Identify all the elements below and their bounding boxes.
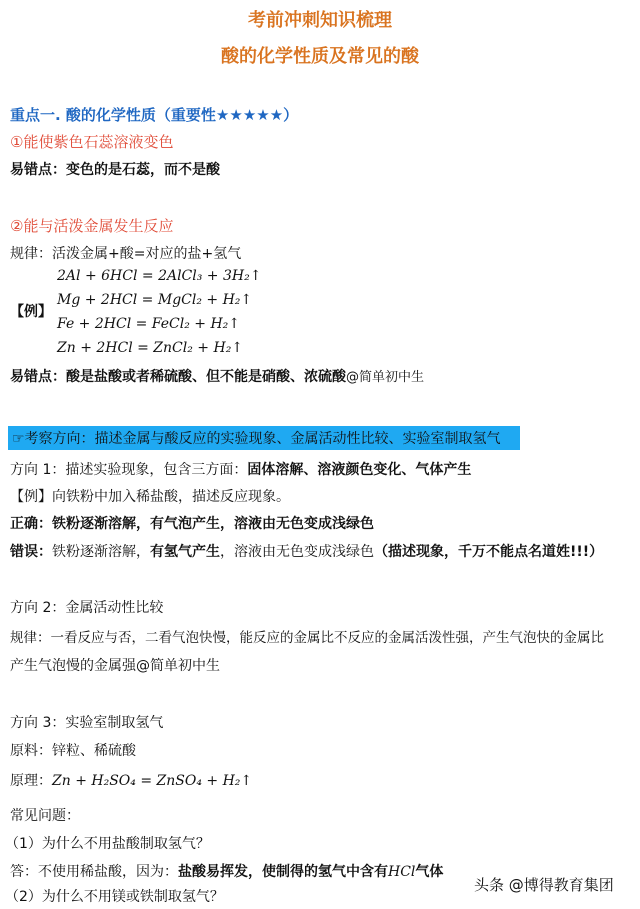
direction-2-rule-line2: 产生气泡慢的金属强@简单初中生 [10, 658, 220, 674]
point-heading-litmus: ①能使紫色石蕊溶液变色 [10, 133, 174, 151]
equation-zn: Zn + 2HCl = ZnCl₂ + H₂↑ [57, 340, 244, 356]
correct-answer [10, 514, 374, 534]
equation-fe: Fe + 2HCl = FeCl₂ + H₂↑ [57, 316, 241, 332]
wrong-text-1: 铁粉逐渐溶解， [52, 544, 150, 560]
answer-1-bold: 盐酸易挥发，使制得的氢气中含有 [178, 864, 388, 880]
error-note-acid [10, 367, 424, 388]
answer-1 [10, 862, 443, 882]
point-heading-metal: ②能与活泼金属发生反应 [10, 217, 174, 235]
equation-mg: Mg + 2HCl = MgCl₂ + H₂↑ [57, 292, 253, 308]
direction-3-principle [10, 771, 252, 791]
direction-3-materials: 原料：锌粒、稀硫酸 [10, 743, 136, 759]
answer-1-label: 答：不使用稀盐酸，因为： [10, 864, 178, 880]
direction-1-example: 【例】向铁粉中加入稀盐酸，描述反应现象。 [10, 489, 290, 505]
error-tail: @简单初中生 [346, 370, 425, 385]
wrong-bold: 有氢气产生 [150, 544, 220, 560]
correct-label: 正确： [10, 516, 52, 532]
wrong-note: （描述现象，千万不能点名道姓!!!） [374, 544, 604, 560]
answer-1-formula: HCl [388, 864, 416, 880]
correct-text: 铁粉逐渐溶解，有气泡产生，溶液由无色变成浅绿色 [52, 516, 374, 532]
doc-title: 考前冲刺知识梳理 [248, 10, 392, 31]
principle-equation: Zn + H₂SO₄ = ZnSO₄ + H₂↑ [52, 773, 253, 789]
direction-3: 方向 3：实验室制取氢气 [10, 715, 164, 731]
answer-1-tail: 气体 [415, 864, 444, 880]
wrong-answer [10, 542, 603, 562]
question-2: （2）为什么不用镁或铁制取氢气？ [5, 889, 224, 905]
direction-1 [10, 460, 471, 480]
direction-1-label: 方向 1：描述实验现象，包含三方面： [10, 462, 248, 478]
exam-direction-banner: ☞考察方向：描述金属与酸反应的实验现象、金属活动性比较、实验室制取氢气 [8, 426, 520, 450]
direction-2: 方向 2：金属活动性比较 [10, 600, 164, 616]
rule-metal-acid: 规律：活泼金属+酸=对应的盐+氢气 [10, 246, 242, 262]
equation-al: 2Al + 6HCl = 2AlCl₃ + 3H₂↑ [57, 268, 262, 284]
faq-label: 常见问题： [10, 808, 80, 824]
principle-label: 原理： [10, 773, 52, 789]
direction-1-bold: 固体溶解、溶液颜色变化、气体产生 [247, 462, 472, 478]
direction-2-rule-line1: 规律：一看反应与否，二看气泡快慢，能反应的金属比不反应的金属活泼性强，产生气泡快的金属比 [10, 630, 604, 646]
section-heading-1: 重点一. 酸的化学性质（重要性★★★★★） [10, 106, 299, 124]
example-label: 【例】 [10, 304, 52, 320]
wrong-text-2: ，溶液由无色变成浅绿色 [220, 544, 374, 560]
question-1: （1）为什么不用盐酸制取氢气？ [5, 836, 210, 852]
error-label: 易错点： [10, 369, 66, 385]
error-note-litmus: 易错点：变色的是石蕊，而不是酸 [10, 162, 220, 178]
error-text: 酸是盐酸或者稀硫酸、但不能是硝酸、浓硫酸 [66, 369, 346, 385]
wrong-label: 错误： [10, 544, 52, 560]
doc-subtitle: 酸的化学性质及常见的酸 [221, 46, 419, 67]
watermark: 头条 @博得教育集团 [474, 876, 614, 894]
